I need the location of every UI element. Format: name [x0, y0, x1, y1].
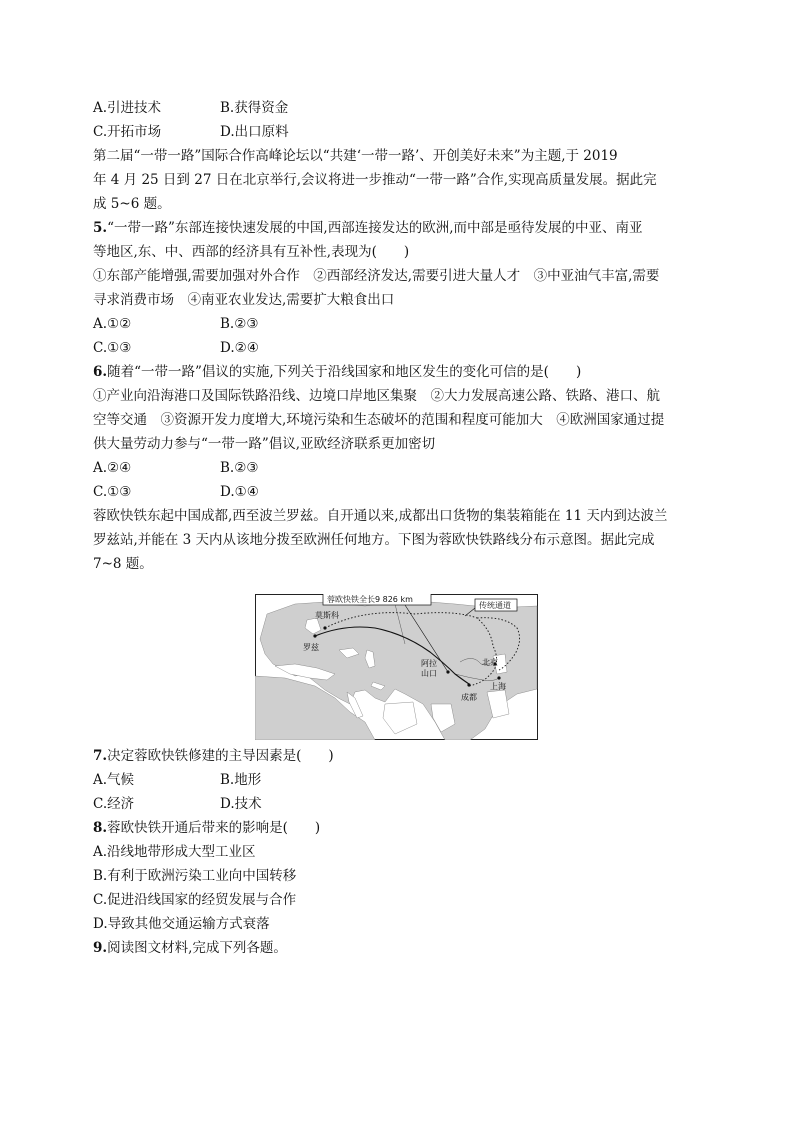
q4-option-b[interactable]: B.获得资金 [220, 100, 289, 116]
q7-option-b[interactable]: B.地形 [220, 772, 262, 788]
label-chengdu: 成都 [461, 693, 477, 702]
q6-stem-text: 随着“一带一路”倡议的实施,下列关于沿线国家和地区发生的变化可信的是( ) [107, 364, 582, 380]
label-shanghai: 上海 [490, 682, 506, 691]
lodz-dot [313, 634, 316, 637]
q5-item-line-1: ①东部产能增强,需要加强对外合作 ②西部经济发达,需要引进大量人才 ③中亚油气丰富,需要 [93, 268, 660, 284]
chengdu-dot [467, 683, 470, 686]
q5-stem-line-2: 等地区,东、中、西部的经济具有互补性,表现为( ) [93, 244, 410, 260]
q6-option-b[interactable]: B.②③ [220, 460, 259, 476]
q7-option-a[interactable]: A.气候 [93, 772, 135, 788]
q5-item-line-2: 寻求消费市场 ④南亚农业发达,需要扩大粮食出口 [93, 292, 395, 308]
intro-7-8-line-3: 7~8 题。 [93, 556, 153, 572]
q6-item-line-1: ①产业向沿海港口及国际铁路沿线、边境口岸地区集聚 ②大力发展高速公路、铁路、港口、航 [93, 388, 660, 404]
intro-5-6-line-3: 成 5~6 题。 [93, 196, 171, 212]
q5-option-b[interactable]: B.②③ [220, 316, 259, 332]
q6-option-c[interactable]: C.①③ [93, 484, 132, 500]
q9-number: 9. [93, 940, 108, 956]
legend-label: 传统通道 [479, 601, 511, 610]
intro-5-6-line-2: 年 4 月 25 日到 27 日在北京举行,会议将进一步推动“一带一路”合作,实现高质量发展。据此完 [93, 172, 657, 188]
q7-option-c[interactable]: C.经济 [93, 796, 135, 812]
label-alashankou-2: 山口 [421, 669, 437, 678]
q8-option-a[interactable]: A.沿线地带形成大型工业区 [93, 844, 256, 860]
rongou-railway-map [255, 594, 538, 740]
q8-option-c[interactable]: C.促进沿线国家的经贸发展与合作 [93, 892, 297, 908]
q8-number: 8. [93, 820, 108, 836]
q5-stem-text: “一带一路”东部连接快速发展的中国,西部连接发达的欧洲,而中部是亟待发展的中亚、南亚 [107, 220, 643, 236]
q6-number: 6. [93, 364, 108, 380]
q9-stem-text: 阅读图文材料,完成下列各题。 [107, 940, 287, 956]
intro-7-8-line-1: 蓉欧快铁东起中国成都,西至波兰罗兹。自开通以来,成都出口货物的集装箱能在 11 天内到达波兰 [93, 508, 668, 524]
q5-option-c[interactable]: C.①③ [93, 340, 132, 356]
q5-stem-line-1 [93, 218, 642, 238]
q4-option-d[interactable]: D.出口原料 [220, 124, 289, 140]
label-lodz: 罗兹 [303, 643, 319, 652]
q8-option-d[interactable]: D.导致其他交通运输方式衰落 [93, 916, 270, 932]
q7-number: 7. [93, 748, 108, 764]
moscow-dot [323, 626, 326, 629]
q6-option-a[interactable]: A.②④ [93, 460, 132, 476]
label-beijing: 北京 [482, 658, 498, 667]
q5-option-a[interactable]: A.①② [93, 316, 132, 332]
intro-5-6-line-1: 第二届“一带一路”国际合作高峰论坛以“共建‘一带一路’、开创美好未来”为主题,于 2019 [93, 148, 618, 164]
intro-7-8-line-2: 罗兹站,并能在 3 天内从该地分拨至欧洲任何地方。下图为蓉欧快铁路线分布示意图。据此完成 [93, 532, 655, 548]
q6-item-line-2: 空等交通 ③资源开发力度增大,环境污染和生态破坏的范围和程度可能加大 ④欧洲国家通过提 [93, 412, 665, 428]
q7-option-d[interactable]: D.技术 [220, 796, 262, 812]
q6-stem-line [93, 362, 581, 382]
q8-stem-text: 蓉欧快铁开通后带来的影响是( ) [107, 820, 321, 836]
shanghai-dot [497, 676, 500, 679]
q8-stem-line [93, 818, 320, 838]
q4-option-a[interactable]: A.引进技术 [93, 100, 162, 116]
q6-item-line-3: 供大量劳动力参与“一带一路”倡议,亚欧经济联系更加密切 [93, 436, 436, 452]
label-moscow: 莫斯科 [315, 611, 339, 620]
q8-option-b[interactable]: B.有利于欧洲污染工业向中国转移 [93, 868, 297, 884]
q9-stem-line [93, 938, 287, 958]
q7-stem-line [93, 746, 334, 766]
q4-option-c[interactable]: C.开拓市场 [93, 124, 162, 140]
q7-stem-text: 决定蓉欧快铁修建的主导因素是( ) [107, 748, 334, 764]
q5-number: 5. [93, 220, 108, 236]
q5-option-d[interactable]: D.②④ [220, 340, 259, 356]
alashankou-dot [446, 670, 449, 673]
q6-option-d[interactable]: D.①④ [220, 484, 259, 500]
map-title: 蓉欧快铁全长9 826 km [327, 595, 413, 604]
label-alashankou-1: 阿拉 [421, 659, 437, 668]
